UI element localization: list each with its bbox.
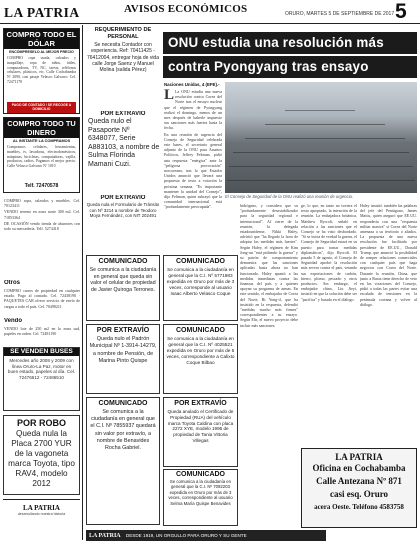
ad-subtitle: ENCÓMPRESELO AL MEJOR PRECIO bbox=[9, 50, 74, 54]
ad-button-bar: PAGO DE CONTADO / SE RECOGE A DOMICILIO bbox=[7, 102, 76, 113]
ad-body: Queda nulo el Padrón Municipal Nº 1-3914-14279, a nombre de Pensión, de Marina Pinto Quispe bbox=[89, 336, 157, 365]
ad-body: Se comunica a la ciudadanía en general que la C.I. Nº 4025521 expedida en Oruro por más de 5 veces, correspondiente a Calixto Coque Bilbao bbox=[166, 336, 235, 365]
article-headline-line1: ONU estudia una resolución más bbox=[163, 32, 417, 54]
office-ad-line: casi esq. Oruro bbox=[329, 489, 389, 499]
footer-sub: desarrollando nuestra historia bbox=[17, 512, 66, 516]
ad-body: Mercedes año 2008 y 2009 con línea Oruro-La Paz, motor en buen estado, papeles al día. Cel. 72476512 - 72486510 bbox=[7, 358, 76, 380]
ad-body: Queda nula el Formulario de Tránsito con Nº 3214 a nombre de Teodoro Moya Fernández, con NIT 202491 bbox=[86, 202, 160, 219]
ad-body: Compramos celulares, herramientas, muebles, tv, lavadoras, electrodomésticos, máquinas, bicicletas, computadoras, vajilla, productos, radios. Pagamos el mejor precio. Calle Velasco Galvarro Nº 1010 bbox=[7, 145, 76, 169]
ad-comunicado-1 bbox=[86, 255, 160, 321]
article-col1 bbox=[164, 89, 222, 249]
ad-title: POR ROBO bbox=[16, 418, 66, 428]
article-byline: Naciones Unidas, 4 (EFE).- bbox=[164, 82, 220, 87]
photo-detail bbox=[245, 138, 405, 139]
ad-body: Se comunica a la ciudadanía en general que queda sin valor el celular de propiedad de Javier Quiroga Terrones. bbox=[89, 267, 157, 293]
ad-body: Se comunica a la ciudadanía en general que la C.I. Nº 5771983 expedida en Oruro por más de 3 veces, corresponde al usuario Isaac Alberto Velasco Coque bbox=[166, 267, 235, 296]
classified-listing bbox=[4, 198, 80, 274]
section-title: AVISOS ECONÓMICOS bbox=[124, 3, 248, 15]
ad-title: POR EXTRAVÍO bbox=[174, 400, 227, 407]
article-photo bbox=[225, 82, 417, 193]
vendo-text: VENDO lote de 250 m2 en la zona sud, papeles en orden. Cel. 72481190 bbox=[4, 326, 80, 337]
ad-body: Queda anulado el Certificado de Propiedad (RUA) del vehículo marca Toyota Caldina con placa 2272 XYE, modelo 1995 de propiedad de Tania Vittoria Villegas bbox=[167, 409, 234, 443]
ad-title: COMPRO TODO EL DÓLAR bbox=[4, 29, 79, 49]
article-col1-rest: En una reunión de urgencia del Consejo de Seguridad celebrada este lunes, el secretario general adjunto de la ONU para Asuntos Políticos, Jeffrey Feltman, pidió una respuesta "enérgica" ante la "peligrosa provocación" norcoreana, tras lo que Estados Unidos anunció que llevará una propuesta de texto a votación la próxima semana. "Es importante mantener la unidad del Consejo", dijo Feltman, quien subrayó que la comunidad internacional está "profundamente preocupada". bbox=[164, 131, 222, 210]
ad-title: POR EXTRAVÍO bbox=[100, 195, 146, 201]
ad-title: COMUNICADO bbox=[98, 258, 148, 265]
ad-comunicado-3 bbox=[163, 255, 238, 321]
ad-body: Se comunica a la ciudadanía en general que el C.I. Nº 7855937 quedará sin valor por extravío, a nombre de Benavides Rocha Gabriel. bbox=[90, 409, 156, 452]
otros-text: COMPRO carros de propiedad en cualquier estado. Pago al contado. Cel. 72438190 · PAQUETES CAR ofrece servicio de envío de cargas a todo el país. Cel. 70498211 bbox=[4, 288, 80, 309]
bottom-ticker bbox=[86, 530, 326, 541]
photo-detail bbox=[227, 180, 415, 181]
ad-requerimiento bbox=[86, 27, 160, 109]
photo-detail bbox=[285, 110, 355, 111]
ad-comunicado-5 bbox=[163, 469, 238, 526]
footer-logo: LA PATRIA bbox=[23, 504, 60, 512]
ad-title: COMUNICADO bbox=[176, 258, 225, 265]
ad-title: COMUNICADO bbox=[98, 400, 148, 407]
office-ad-line: Calle Antezana Nº 871 bbox=[316, 476, 402, 486]
ad-comunicado-4 bbox=[163, 324, 238, 394]
column-divider bbox=[82, 25, 83, 540]
article-col3: ge, lo que, en tanto no tuviera el texto apropiado, la intención de la reunión. La embajadora británica, Matthew Rycroft, señaló en relación a las sanciones que el Consejo se ha visto desbordado. "Si se inicia de verdad la guerra, el Consejo de Seguridad estará en su puesto para tomar medidas diplomáticas", dijo Rycroft. El pasado 5 de agosto, el Consejo de Seguridad aprobó la resolución más severa contra el país, vetando sus exportaciones de carbón, hierro, plomo, pescado y otros productos. Sin embargo, el embajador chino, Liu Jieyi, insistió en que la solución debe ser "pacífica" y basada en el diálogo. bbox=[301, 203, 357, 302]
ad-title: POR EXTRAVÍO bbox=[96, 327, 150, 334]
ad-body: COMPRO ropa usada, calzados y maquillaje, ropa de niños, útiles, computadoras, TV, NC, tareas, teléfonos celulares, plásticos, etc. Calle Cochabamba Nº 2090, casi pasaje Velasco Galvarro. Cel. 72471178 bbox=[7, 56, 76, 84]
office-ad-title: LA PATRIA bbox=[335, 452, 383, 462]
ad-comunicado-2 bbox=[86, 397, 160, 525]
office-ad-line: Oficina en Cochabamba bbox=[312, 463, 406, 473]
ad-se-venden-buses bbox=[3, 347, 80, 411]
newspaper-logo: LA PATRIA bbox=[4, 5, 80, 20]
ad-title: REQUERIMIENTO DE PERSONAL bbox=[94, 27, 152, 40]
ad-compro-dolar bbox=[3, 28, 80, 114]
ad-title: COMUNICADO bbox=[176, 327, 225, 334]
office-ad-line: acera Oeste. Teléfono 4583758 bbox=[314, 503, 404, 511]
office-ad bbox=[301, 448, 417, 528]
ad-por-robo bbox=[3, 415, 80, 495]
article-headline-line2: contra Pyongyang tras ensayo bbox=[163, 56, 417, 78]
footer-brand bbox=[3, 499, 80, 539]
section-otros-heading: Otros bbox=[4, 280, 21, 286]
ad-body: Se necesita Contador con experiencia. Ref: 70411425 - 76412004, entregar hoja de vida calle Jorge Saenz y Manuel Molina (salida Pérez) bbox=[86, 42, 159, 74]
page-number: 5 bbox=[395, 0, 407, 23]
classified-item: COMPRO ropa, calzados y muebles. Cel. 70123411 bbox=[4, 198, 80, 209]
photo-detail bbox=[265, 124, 385, 125]
ticker-text: DESDE 1919, UN ORGULLO PARA ORURO Y SU GENTE bbox=[125, 533, 247, 538]
ad-title: SE VENDEN BUSES bbox=[4, 348, 79, 356]
classified-item: DE OCASIÓN vendo tienda de abarrotes con todo su mercadería. Telf. 5274418 bbox=[4, 220, 80, 232]
ad-extravio-rua bbox=[163, 397, 238, 467]
ad-extravio-formulario bbox=[86, 195, 160, 253]
photo-caption: El Consejo de Seguridad de la ONU realizó una reunión de urgencia. bbox=[225, 194, 354, 199]
ad-title: COMUNICADO bbox=[176, 471, 225, 478]
article-lead: La ONU estudia una nueva resolución contra Corea del Norte tras el ensayo nuclear que el régimen de Pyongyang realizó el domingo, menos de un mes después de haberle impuesto sus sanciones más fuertes hasta la fecha. bbox=[164, 89, 222, 131]
ad-body: Queda nulo el Pasaporte Nº 6348077, Serie A883103, a nombre de Sulma Florinda Mamani Cuzi. bbox=[88, 118, 160, 168]
article-col4: Haley insistió también las palabras del jefe del Pentágono, James Mattis, quien aseguró que EE.UU. respondería con una "respuesta militar masiva" si Corea del Norte amenaza a su territorio o aliados. La propuesta de una nueva resolución fue facilitada por presidente de EE.UU., Donald Trump, que anunció la posibilidad de romper relaciones comerciales con cualquier país que haga negocios con Corea del Norte. Durante la reunión, China, que junto a Rusia tiene derecho de veto en las votaciones del Consejo, pidió a todas las partes evitar una escalada de tensiones en la península coreana y volver al diálogo. bbox=[360, 203, 417, 307]
article-col2: hidrógeno, y considera que su "profundamente desestabilizador para la seguridad regional e internacional". Al cierre de la reunión, la delegada estadounidense, Nikki Haley, advirtió que "ha llegado la hora de adoptar las medidas más fuertes". Según Haley, el régimen de Kim Jong-un "está pidiendo la guerra" y su patrón de comportamiento demuestra que las sanciones aplicadas hasta ahora no han funcionado. Haley apuntó a las medidas inmediatas contra las finanzas del país y a quienes apoyan su programa de armas. En este sentido, el embajador de Corea del Norte, Ri Yong-il, que ha insistido en la respuesta, defendió "medidas mucho más firmes" correspondientes a su ensayo. Según Ehr, el nuevo proyecto debe incluir más sanciones. bbox=[240, 203, 298, 328]
classified-item: VENDO terreno en zona norte 300 m2. Cel. 71853364 bbox=[4, 209, 80, 220]
ad-extravio-padron bbox=[86, 324, 160, 394]
ad-title: COMPRO TODO TU DINERO bbox=[4, 118, 79, 138]
ad-compro-todo bbox=[3, 117, 80, 193]
drop-cap: L bbox=[164, 89, 175, 103]
photo-detail bbox=[229, 166, 413, 167]
ad-body: Queda nula la Placa 2700 YUR de la vagoneta marca Toyota, tipo RAV4, modelo 2012 bbox=[8, 429, 75, 488]
section-vendo-heading: Vendo bbox=[4, 318, 23, 324]
photo-detail bbox=[233, 152, 409, 153]
date-line: ORURO, MARTES 5 DE SEPTIEMBRE DE 2017 bbox=[285, 11, 395, 17]
ad-subtitle: AL INSTANTE LA COMPRAMOS bbox=[12, 139, 71, 143]
ad-phone: Telf. 72470578 bbox=[24, 183, 59, 189]
ticker-logo: LA PATRIA bbox=[89, 533, 121, 539]
ad-title: POR EXTRAVÍO bbox=[100, 111, 146, 117]
ad-extravio-pasaporte bbox=[86, 111, 160, 193]
ad-body: Se comunica a la ciudadanía en general que la C.I. Nº 7092203 expedida en Oruro por más de 3 veces, correspondiente al usuario Selma María Quispe Benavides bbox=[168, 479, 233, 506]
